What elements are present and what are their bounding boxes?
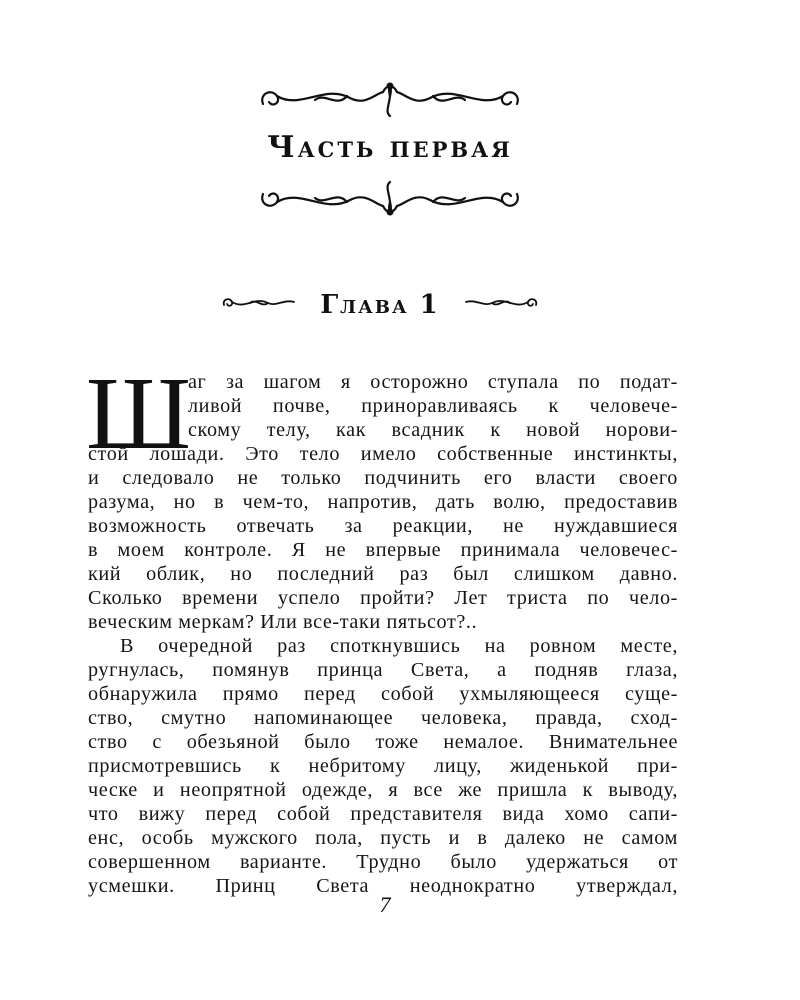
text-line: кий облик, но последний раз был слишком давно. — [88, 563, 678, 585]
text-line: аг за шагом я осторожно ступала по подат- — [188, 371, 678, 393]
text-line: В очередной раз споткнувшись на ровном месте, — [120, 635, 678, 657]
part-title: Часть первая — [267, 130, 513, 165]
text-line: стой лошади. Это тело имело собственные инстинкты, — [88, 443, 678, 465]
text-line: ругнулась, помянув принца Света, а подняв глаза, — [88, 659, 678, 681]
text-line: совершенном варианте. Трудно было удержаться от — [88, 851, 678, 873]
text-line: обнаружила прямо перед собой ухмыляющееся суще- — [88, 683, 678, 705]
text-line: ливой почве, приноравливаясь к человече- — [188, 395, 678, 417]
text-line: ство, смутно напоминающее человека, правда, сход- — [88, 707, 678, 729]
text-line: скому телу, как всадник к новой норови- — [188, 419, 678, 441]
right-chapter-flourish — [462, 294, 540, 316]
chapter-title: Глава 1 — [320, 290, 440, 320]
text-line: возможность отвечать за реакции, не нуждавшиеся — [88, 515, 678, 537]
drop-cap: Ш — [86, 356, 191, 471]
paragraph-1 — [86, 356, 678, 634]
text-line: ство с обезьяной было тоже немалое. Внимательнее — [88, 731, 678, 753]
chapter-heading — [200, 285, 560, 325]
body-text — [86, 356, 678, 898]
text-line: присмотревшись к небритому лицу, жиденькой при- — [88, 755, 678, 777]
page-number: 7 — [379, 892, 391, 917]
text-line: и следовало не только подчинить его власти своего — [88, 467, 678, 489]
text-line: ческе и неопрятной одежде, я все же пришла к выводу, — [88, 779, 678, 801]
text-line: веческим меркам? Или все-таки пятьсот?.. — [88, 611, 478, 633]
top-flourish-ornament — [255, 80, 525, 118]
text-line: енс, особь мужского пола, пусть и в далеко не самом — [88, 827, 678, 849]
text-line: что вижу перед собой представителя вида хомо сапи- — [88, 803, 678, 825]
text-line: Сколько времени успело пройти? Лет триста по чело- — [88, 587, 678, 609]
text-line: в моем контроле. Я не впервые принимала человечес- — [88, 539, 678, 561]
paragraph-2 — [88, 634, 678, 898]
text-line: разума, но в чем-то, напротив, дать волю, предоставив — [88, 491, 678, 513]
text-line: усмешки. Принц Света неоднократно утверждал, — [88, 875, 678, 897]
left-chapter-flourish — [220, 294, 298, 316]
bottom-flourish-ornament — [255, 180, 525, 218]
